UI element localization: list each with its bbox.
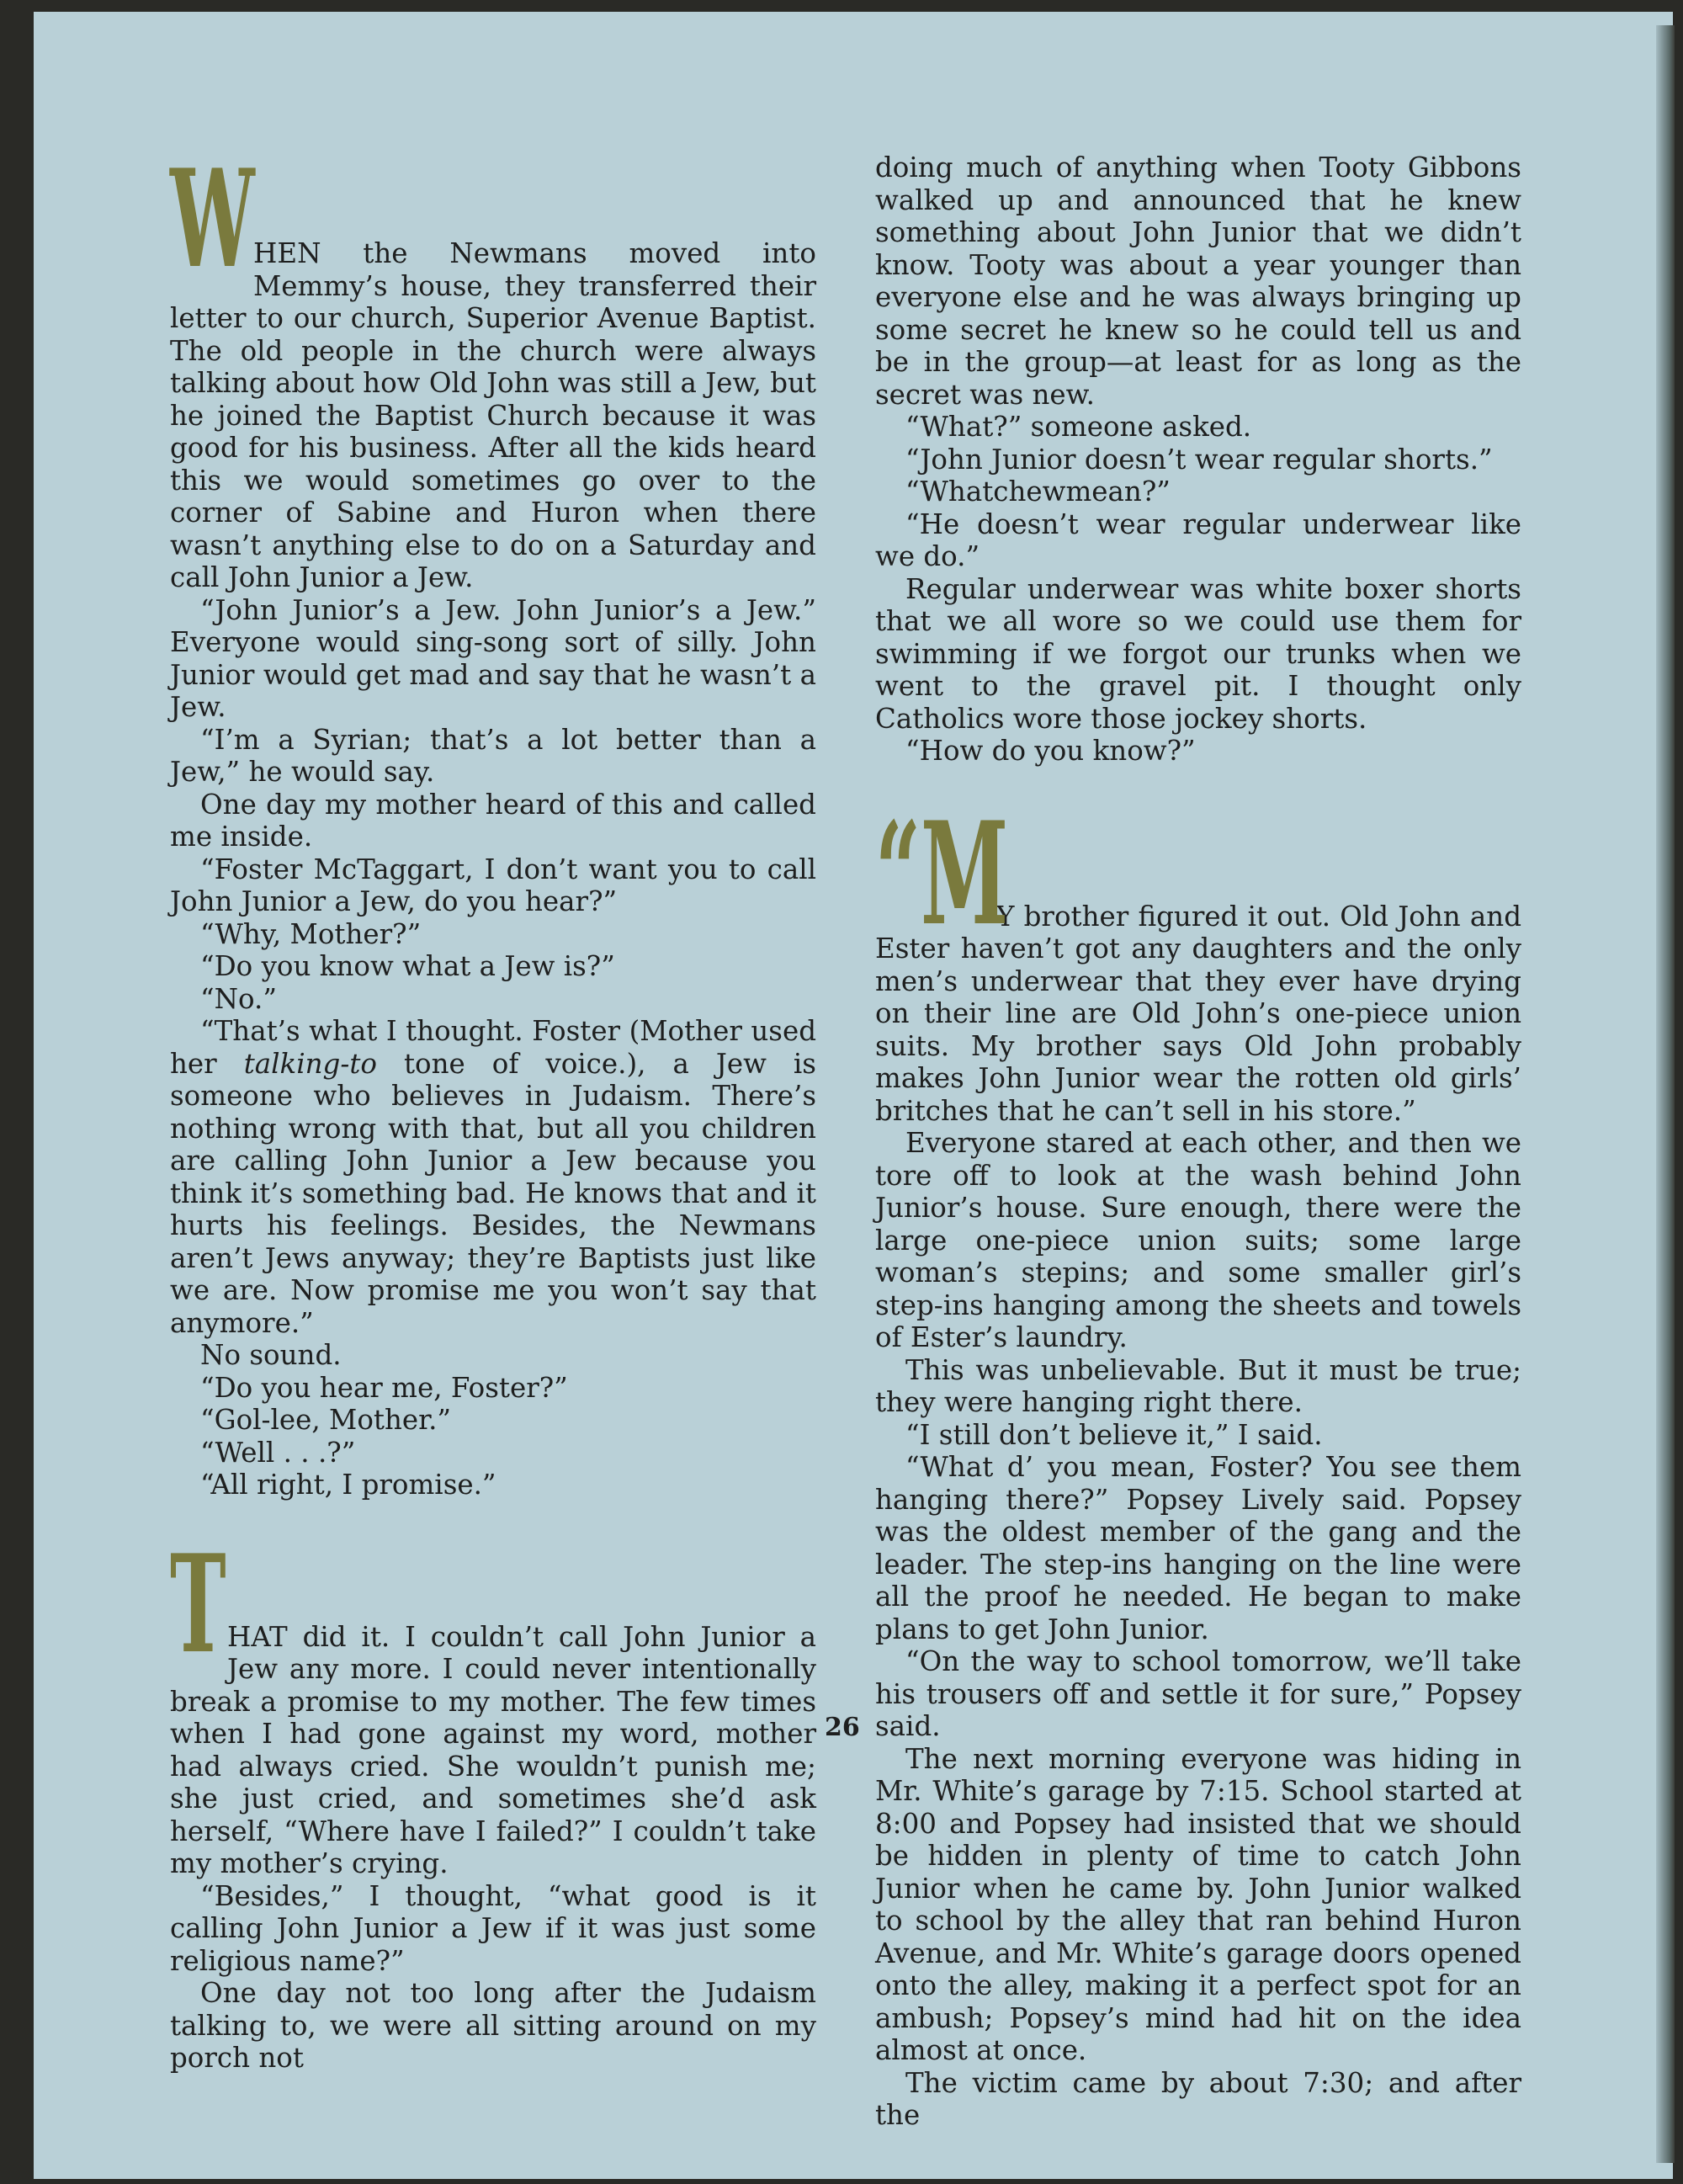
dropcap-t: T [170,1524,226,1683]
paragraph: “Do you know what a Jew is?” [200,950,615,982]
paragraph: “Gol-lee, Mother.” [200,1404,452,1436]
paragraph: “No.” [200,982,277,1015]
paragraph: One day not too long after the Judaism talking to, we were all sitting around on my porch not [170,1977,816,2074]
paragraph: One day my mother heard of this and called me inside. [170,788,816,853]
paragraph: “That’s what I thought. Foster (Mother used her talking-to tone of voice.), a Jew is someone who believes in Judaism. There’s nothing wrong with that, but all you children are calling John Junior a Jew because you think it’s something bad. He knows that and it hurts his feelings. Besides, the Newmans aren’t Jews anyway; they’re Baptists just like we are. Now promise me you won’t say that anymore.” [170,1015,816,1339]
paragraph: Regular underwear was white boxer shorts that we all wore so we could use them for swimming if we forgot our trunks when we went to the gravel pit. I thought only Catholics wore those jockey shorts. [875,572,1521,735]
paragraph: “Foster McTaggart, I don’t want you to call John Junior a Jew, do you hear?” [170,853,816,917]
paragraph: “He doesn’t wear regular underwear like we do.” [875,507,1521,572]
paragraph: “John Junior doesn’t wear regular shorts.” [905,443,1493,476]
paragraph: “Whatchewmean?” [905,476,1171,507]
paragraph: “On the way to school tomorrow, we’ll take his trousers off and settle it for sure,” Popsey said. [875,1645,1521,1742]
paragraph: THAT did it. I couldn’t call John Junior a Jew any more. I could never intentionally break a promise to my mother. The few times when I had gone against my word, mother had always cried. She wouldn’t punish me; she just cried, and sometimes she’d ask herself, “Where have I failed?” I couldn’t take my mother’s crying. [170,1524,816,1879]
paragraph: “Well . . .?” [200,1436,356,1469]
paragraph: doing much of anything when Tooty Gibbons walked up and announced that he knew something about John Junior that we didn’t know. Tooty was about a year younger than everyone else and he was always bringing up some secret he knew so he could tell us and be in the group—at least for as long as the secret was new. [875,151,1521,411]
section-break [170,1501,816,1537]
paragraph: “Why, Mother?” [200,917,422,950]
paragraph: This was unbelievable. But it must be true; they were hanging right there. [875,1353,1521,1418]
paragraph: The next morning everyone was hiding in Mr. White’s garage by 7:15. School started at 8:00 and Popsey had insisted that we should be hidden in plenty of time to catch John Junior when he came by. John Junior walked to school by the alley that ran behind Huron Avenue, and Mr. White’s garage doors opened onto the alley, making it a perfect spot for an ambush; Popsey’s mind had hit on the idea almost at once. [875,1742,1521,2066]
paragraph: The victim came by about 7:30; and after the [875,2066,1521,2131]
paragraph: “What?” someone asked. [905,411,1252,443]
paragraph: “Do you hear me, Foster?” [200,1371,568,1404]
paragraph: “John Junior’s a Jew. John Junior’s a Jew.” Everyone would sing-song sort of silly. John Junior would get mad and say that he wasn’t a Jew. [170,593,816,723]
paragraph: No sound. [200,1339,342,1371]
page-gutter-edge [1656,25,1675,2163]
right-column [875,151,1521,2132]
dropcap-m: “M [875,789,1009,957]
left-column [170,140,816,2075]
paragraph: “How do you know?” [905,735,1196,767]
paragraph: “M Y brother figured it out. Old John and Ester haven’t got any daughters and the only men’s underwear that they ever have drying on their line are Old John’s one-piece union suits. My brother says Old John probably makes John Junior wear the rotten old girls’ britches that he can’t sell in his store.” [875,789,1521,1127]
dropcap-w: W [170,140,255,298]
paragraph: “I still don’t believe it,” I said. [905,1418,1323,1451]
paragraph: “All right, I promise.” [200,1469,496,1501]
paragraph: Everyone stared at each other, and then we tore off to look at the wash behind John Junior’s house. Sure enough, there were the large one-piece union suits; some large woman’s stepins; and some smaller girl’s step-ins hanging among the sheets and towels of Ester’s laundry. [875,1127,1521,1353]
paragraph: W HEN the Newmans moved into Memmy’s house, they transferred their letter to our church, Superior Avenue Baptist. The old people in the church were always talking about how Old John was still a Jew, but he joined the Baptist Church because it was good for his business. After all the kids heard this we would sometimes go over to the corner of Sabine and Huron when there wasn’t anything else to do on a Saturday and call John Junior a Jew. [170,140,816,593]
paragraph: “Besides,” I thought, “what good is it calling John Junior a Jew if it was just some religious name?” [170,1879,816,1977]
page-number: 26 [825,1713,860,1742]
paragraph: “I’m a Syrian; that’s a lot better than a Jew,” he would say. [170,723,816,788]
paragraph: “What d’ you mean, Foster? You see them hanging there?” Popsey Lively said. Popsey was the oldest member of the gang and the leader. The step-ins hanging on the line were all the proof he needed. He began to make plans to get John Junior. [875,1451,1521,1645]
